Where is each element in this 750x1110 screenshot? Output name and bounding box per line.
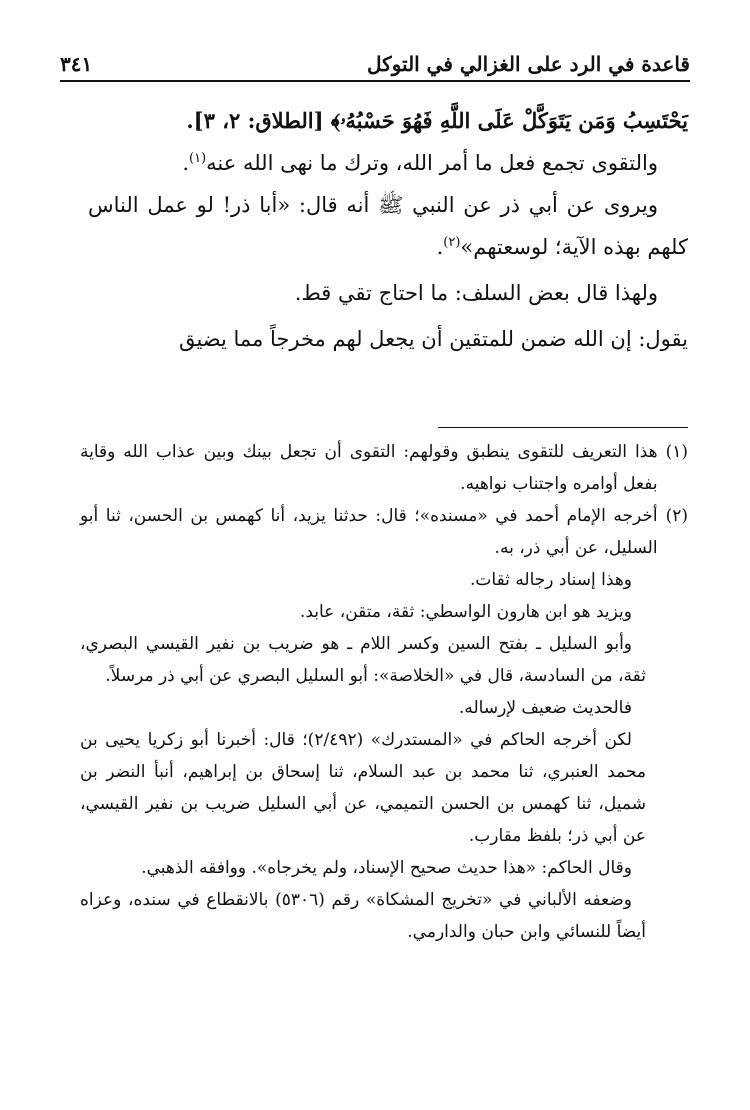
paragraph-taqwa-end: .: [182, 151, 190, 175]
footnote-1-number: (١): [665, 442, 688, 462]
footnote-2-para: وقال الحاكم: «هذا حديث صحيح الإسناد، ولم يخرجاه». ووافقه الذهبي.: [141, 858, 632, 878]
footnote-2-para: ويزيد هو ابن هارون الواسطي: ثقة، متقن، عابد.: [299, 602, 632, 622]
footnote-2: [80, 500, 688, 564]
footnote-2-text: أخرجه الإمام أحمد في «مسنده»؛ قال: حدثنا يزيد، أنا كهمس بن الحسن، ثنا أبو السليل، عن أبي ذر، به.: [80, 506, 658, 558]
page-number: ٣٤١: [60, 52, 93, 76]
paragraph-taqwa: [88, 142, 688, 184]
paragraph-hadith: [88, 184, 688, 268]
footnote-2-para: وأبو السليل ـ بفتح السين وكسر اللام ـ هو ضريب بن نفير القيسي البصري، ثقة، من السادسة، قال في «الخلاصة»: أبو السليل البصري عن أبي ذر مرسلاً.: [80, 634, 646, 686]
footnotes: [80, 436, 688, 948]
running-title: قاعدة في الرد على الغزالي في التوكل: [367, 52, 690, 76]
footnote-2-number: (٢): [665, 506, 688, 526]
page-header: [60, 42, 690, 82]
paragraph-yaqul: يقول: إن الله ضمن للمتقين أن يجعل لهم مخرجاً مما يضيق: [178, 327, 688, 351]
main-text: [88, 100, 688, 360]
footnote-2-para: وهذا إسناد رجاله ثقات.: [470, 570, 632, 590]
paragraph-taqwa-text: والتقوى تجمع فعل ما أمر الله، وترك ما نهى الله عنه: [206, 151, 658, 175]
footnote-separator: [438, 427, 688, 428]
paragraph-salaf: ولهذا قال بعض السلف: ما احتاج تقي قط.: [294, 281, 658, 305]
footnote-2-para: وضعفه الألباني في «تخريج المشكاة» رقم (٥٣٠٦) بالانقطاع في سنده، وعزاه أيضاً للنسائي وابن حبان والدارمي.: [80, 890, 646, 942]
footnote-2-para: فالحديث ضعيف لإرساله.: [458, 698, 632, 718]
footnote-2-para: لكن أخرجه الحاكم في «المستدرك» (٢/٤٩٢)؛ قال: أخبرنا أبو زكريا يحيى بن محمد العنبري، ثنا محمد بن عبد السلام، ثنا إسحاق بن إبراهيم، أنبأ النضر بن شميل، ثنا كهمس بن الحسن التميمي، عن أبي السليل ضريب بن نفير القيسي، عن أبي ذر؛ بلفظ مقارب.: [80, 730, 646, 846]
footnote-ref-2[interactable]: (٢): [443, 235, 461, 250]
quran-verse-line: يَحْتَسِبُ وَمَن يَتَوَكَّلْ عَلَى اللَّهِ فَهُوَ حَسْبُهُۥ﴾ [الطلاق: ٢، ٣].: [186, 108, 688, 133]
paragraph-hadith-text: ويروى عن أبي ذر عن النبي ﷺ أنه قال: «أبا ذر! لو عمل الناس كلهم بهذه الآية؛ لوسعتهم»: [88, 193, 688, 259]
footnote-ref-1[interactable]: (١): [189, 151, 207, 166]
paragraph-hadith-end: .: [436, 235, 444, 259]
footnote-1: [80, 436, 688, 500]
footnote-1-text: هذا التعريف للتقوى ينطبق وقولهم: التقوى أن تجعل بينك وبين عذاب الله وقاية بفعل أوامره واجتناب نواهيه.: [80, 442, 658, 494]
